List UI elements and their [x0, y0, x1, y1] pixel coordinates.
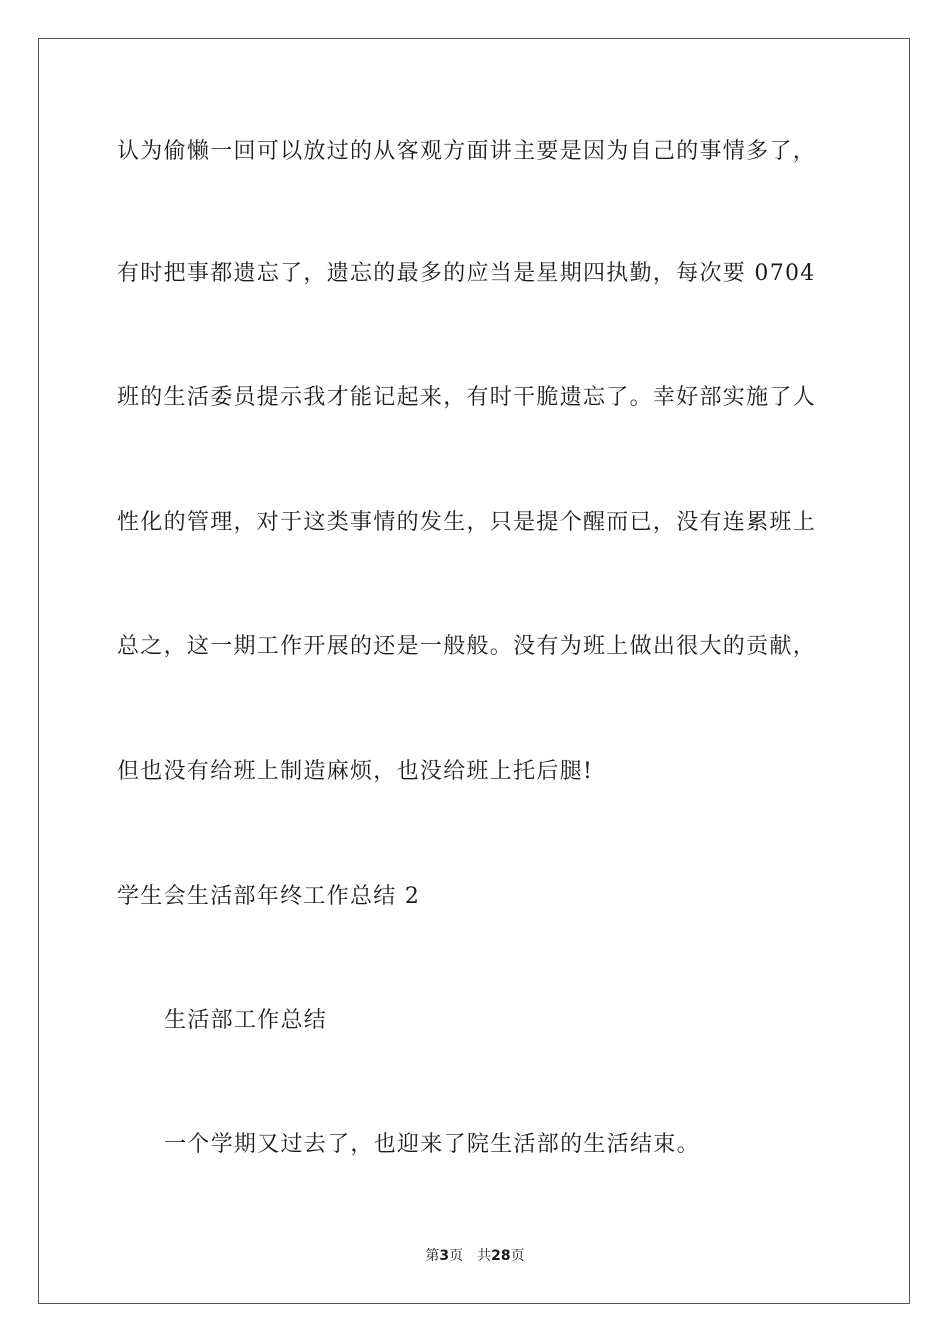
- page-prefix: 第: [425, 1248, 440, 1264]
- body-text-line: 一个学期又过去了，也迎来了院生活部的生活结束。: [164, 1132, 700, 1157]
- total-suffix: 页: [510, 1248, 525, 1264]
- page-number: 3: [439, 1248, 450, 1264]
- total-pages: 28: [491, 1248, 511, 1264]
- body-text-line: 但也没有给班上制造麻烦，也没给班上托后腿!: [117, 759, 594, 784]
- section-heading: 学生会生活部年终工作总结 2: [117, 884, 421, 909]
- body-text-line: 班的生活委员提示我才能记起来，有时干脆遗忘了。幸好部实施了人: [117, 385, 817, 410]
- body-text-line: 性化的管理，对于这类事情的发生，只是提个醒而已，没有连累班上: [117, 510, 817, 535]
- body-text-line: 有时把事都遗忘了，遗忘的最多的应当是星期四执勤，每次要 0704: [117, 261, 816, 286]
- body-text-line: 总之，这一期工作开展的还是一般般。没有为班上做出很大的贡献，: [117, 634, 817, 659]
- page-footer: [0, 1247, 950, 1265]
- section-subheading: 生活部工作总结: [164, 1008, 328, 1033]
- total-prefix: 共: [477, 1248, 492, 1264]
- page-border: [38, 38, 910, 1304]
- body-text-line: 认为偷懒一回可以放过的从客观方面讲主要是因为自己的事情多了，: [117, 139, 817, 164]
- page-suffix: 页: [449, 1248, 464, 1264]
